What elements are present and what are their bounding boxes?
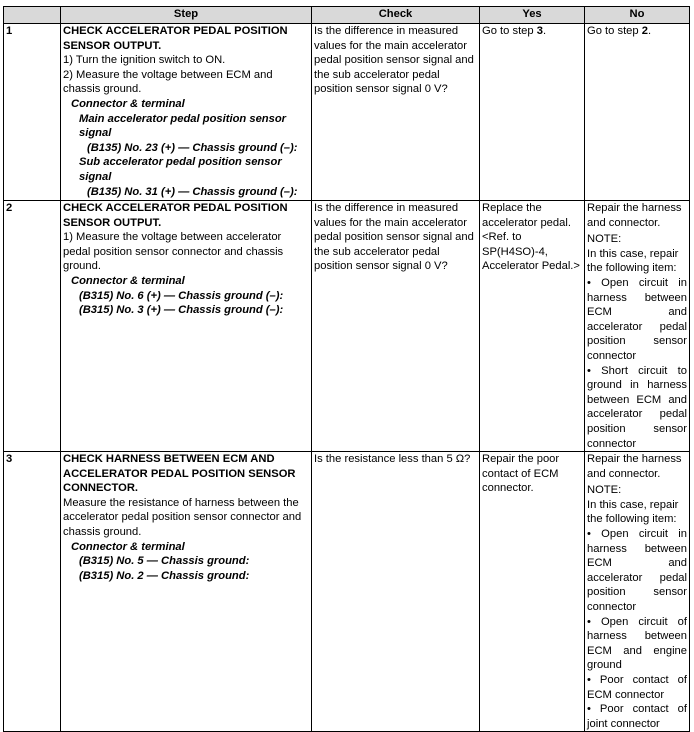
terminal-spec: (B315) No. 2 — Chassis ground: [79,569,250,582]
terminal-spec: (B315) No. 3 (+) — Chassis ground (–): [79,304,284,317]
yes-cell: Repair the poor contact of ECM connector. [480,452,585,732]
table-row [4,24,690,201]
num-header [4,7,61,24]
note-bullet: • Short circuit to ground in harness between ECM and accelerator pedal position sensor connector [587,364,687,450]
connector-label: Connector & terminal [71,97,185,110]
yes-header: Yes [480,7,585,24]
step-body: Measure the resistance of harness between the accelerator pedal position sensor connector and chassis ground. [63,496,302,539]
step-title: CHECK ACCELERATOR PEDAL POSITION SENSOR OUTPUT. [63,25,288,52]
check-cell: Is the difference in measured values for the main accelerator pedal position sensor signal and the sub accelerator pedal position sensor signal 0 V? [312,201,480,452]
terminal-spec: (B315) No. 5 — Chassis ground: [79,555,250,568]
terminal-label: Sub accelerator pedal position sensor signal [79,156,282,183]
step-cell [61,452,312,732]
terminal-label: Main accelerator pedal position sensor signal [79,112,287,140]
terminal-spec: (B135) No. 31 (+) — Chassis ground (–): [87,185,298,198]
note-intro: In this case, repair the following item: [587,498,679,526]
check-cell: Is the resistance less than 5 Ω? [312,452,480,732]
step-cell [61,24,312,201]
no-cell: Go to step 2. [585,24,690,201]
step-number: 3 [4,452,61,732]
note-bullet: • Open circuit in harness between ECM and accelerator pedal position sensor connector [587,276,687,362]
note-bullet: • Poor contact of joint connector [587,703,687,730]
check-header: Check [312,7,480,24]
note-intro: In this case, repair the following item: [587,247,679,275]
check-cell: Is the difference in measured values for the main accelerator pedal position sensor signal and the sub accelerator pedal position sensor signal 0 V? [312,24,480,201]
no-header: No [585,7,690,24]
step-item: 1) Measure the voltage between accelerator pedal position sensor connector and chassis ground. [63,231,284,273]
step-cell [61,201,312,452]
no-cell [585,452,690,732]
note-label: NOTE: [587,484,622,497]
step-ref: 3 [536,25,543,37]
step-number: 1 [4,24,61,201]
note-bullet: • Open circuit of harness between ECM and engine ground [587,615,687,672]
terminal-spec: (B315) No. 6 (+) — Chassis ground (–): [79,289,284,302]
table-row [4,201,690,452]
note-label: NOTE: [587,233,622,246]
no-main: Repair the harness and connector. [587,453,682,480]
terminal-spec: (B135) No. 23 (+) — Chassis ground (–): [87,141,298,154]
yes-cell: Replace the accelerator pedal. <Ref. to SP(H4SO)-4, Accelerator Pedal.> [480,201,585,452]
step-item: 2) Measure the voltage between ECM and chassis ground. [63,68,273,96]
no-main: Repair the harness and connector. [587,202,682,229]
diagnostic-table [3,6,690,732]
yes-cell: Go to step 3. [480,24,585,201]
connector-label: Connector & terminal [71,540,185,553]
step-title: CHECK ACCELERATOR PEDAL POSITION SENSOR OUTPUT. [63,202,288,229]
header-row [4,7,690,24]
step-ref: 2 [641,25,648,37]
note-bullet: • Open circuit in harness between ECM and accelerator pedal position sensor connector [587,528,687,614]
step-title: CHECK HARNESS BETWEEN ECM AND ACCELERATOR PEDAL POSITION SENSOR CONNECTOR. [63,453,296,495]
table-row [4,452,690,732]
note-bullet: • Poor contact of ECM connector [587,674,687,701]
step-item: 1) Turn the ignition switch to ON. [63,54,226,67]
no-cell [585,201,690,452]
connector-label: Connector & terminal [71,274,185,287]
step-header: Step [61,7,312,24]
step-number: 2 [4,201,61,452]
